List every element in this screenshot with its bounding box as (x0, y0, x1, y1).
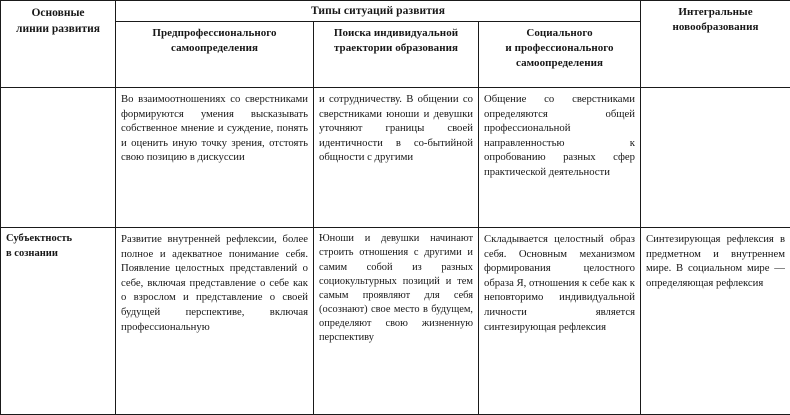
header-stub-cell (1, 1, 116, 88)
header-stub-line-1: Основные (6, 5, 110, 21)
table-row (1, 88, 790, 228)
header-col-preprofessional-line-2: самоопределения (121, 41, 308, 56)
row-stub-subjectivity-in-consciousness (1, 228, 116, 415)
header-col-integral-formations (641, 1, 790, 88)
cell-r1-integral-formations (641, 88, 790, 228)
cell-r2-social-professional: Складывается целостный образ себя. Основным механизмом формирования целостного образа Я, отношения к себе как к неповторимо индивидуальной личности является синтезирующая рефлексия (479, 228, 641, 415)
header-col-social-professional-line-3: самоопределения (484, 56, 635, 71)
cell-r2-preprofessional: Развитие внутренней рефлексии, более полное и адекватное понимание себя. Появление целостных представлений о себе, включая представление о себе как о взрослом и представление о своей будущей перспективе, включая профессиональную (116, 228, 314, 415)
table-body (1, 88, 790, 415)
cell-r2-individual-trajectory: Юноши и девушки начинают строить отношения с другими и самим собой из разных социокультурных позиций и тем самым проявляют для себя (осознают) свое место в будущем, определяют свою жизненную перспективу (314, 228, 479, 415)
header-col-social-professional (479, 22, 641, 88)
cell-r2-integral-formations: Синтезирующая рефлексия в предметном и внутреннем мире. В социальном мире — определяющая рефлексия (641, 228, 790, 415)
header-col-preprofessional-line-1: Предпрофессионального (121, 26, 308, 41)
row-stub-unlabeled (1, 88, 116, 228)
table-row (1, 228, 790, 415)
header-col-individual-trajectory-line-2: траектории образования (319, 41, 473, 56)
row-stub-line-1: Субъектность (6, 232, 110, 247)
header-col-individual-trajectory (314, 22, 479, 88)
row-stub-line-2: в сознании (6, 247, 110, 262)
header-integral-line-1: Интегральные (646, 5, 785, 20)
header-col-social-professional-line-2: и профессионального (484, 41, 635, 56)
header-stub-line-2: линии развития (6, 21, 110, 37)
header-group-situation-types: Типы ситуаций развития (116, 1, 641, 22)
header-group-row (1, 1, 790, 22)
cell-r1-preprofessional: Во взаимоотношениях со сверстниками формируются умения высказывать собственное мнение и суждение, понять и оценить иную точку зрения, отстоять свою позицию в дискуссии (116, 88, 314, 228)
header-col-social-professional-line-1: Социального (484, 26, 635, 41)
header-col-individual-trajectory-line-1: Поиска индивидуальной (319, 26, 473, 41)
table-header (1, 1, 790, 88)
cell-r1-individual-trajectory: и сотрудничеству. В общении со сверстниками юноши и девушки уточняют границы своей идентичности в со-бытийной общности с другими (314, 88, 479, 228)
header-col-preprofessional (116, 22, 314, 88)
cell-r1-social-professional: Общение со сверстниками определяются общей профессиональной направленностью к опробованию разных сфер практической деятельности (479, 88, 641, 228)
header-integral-line-2: новообразования (646, 20, 785, 35)
